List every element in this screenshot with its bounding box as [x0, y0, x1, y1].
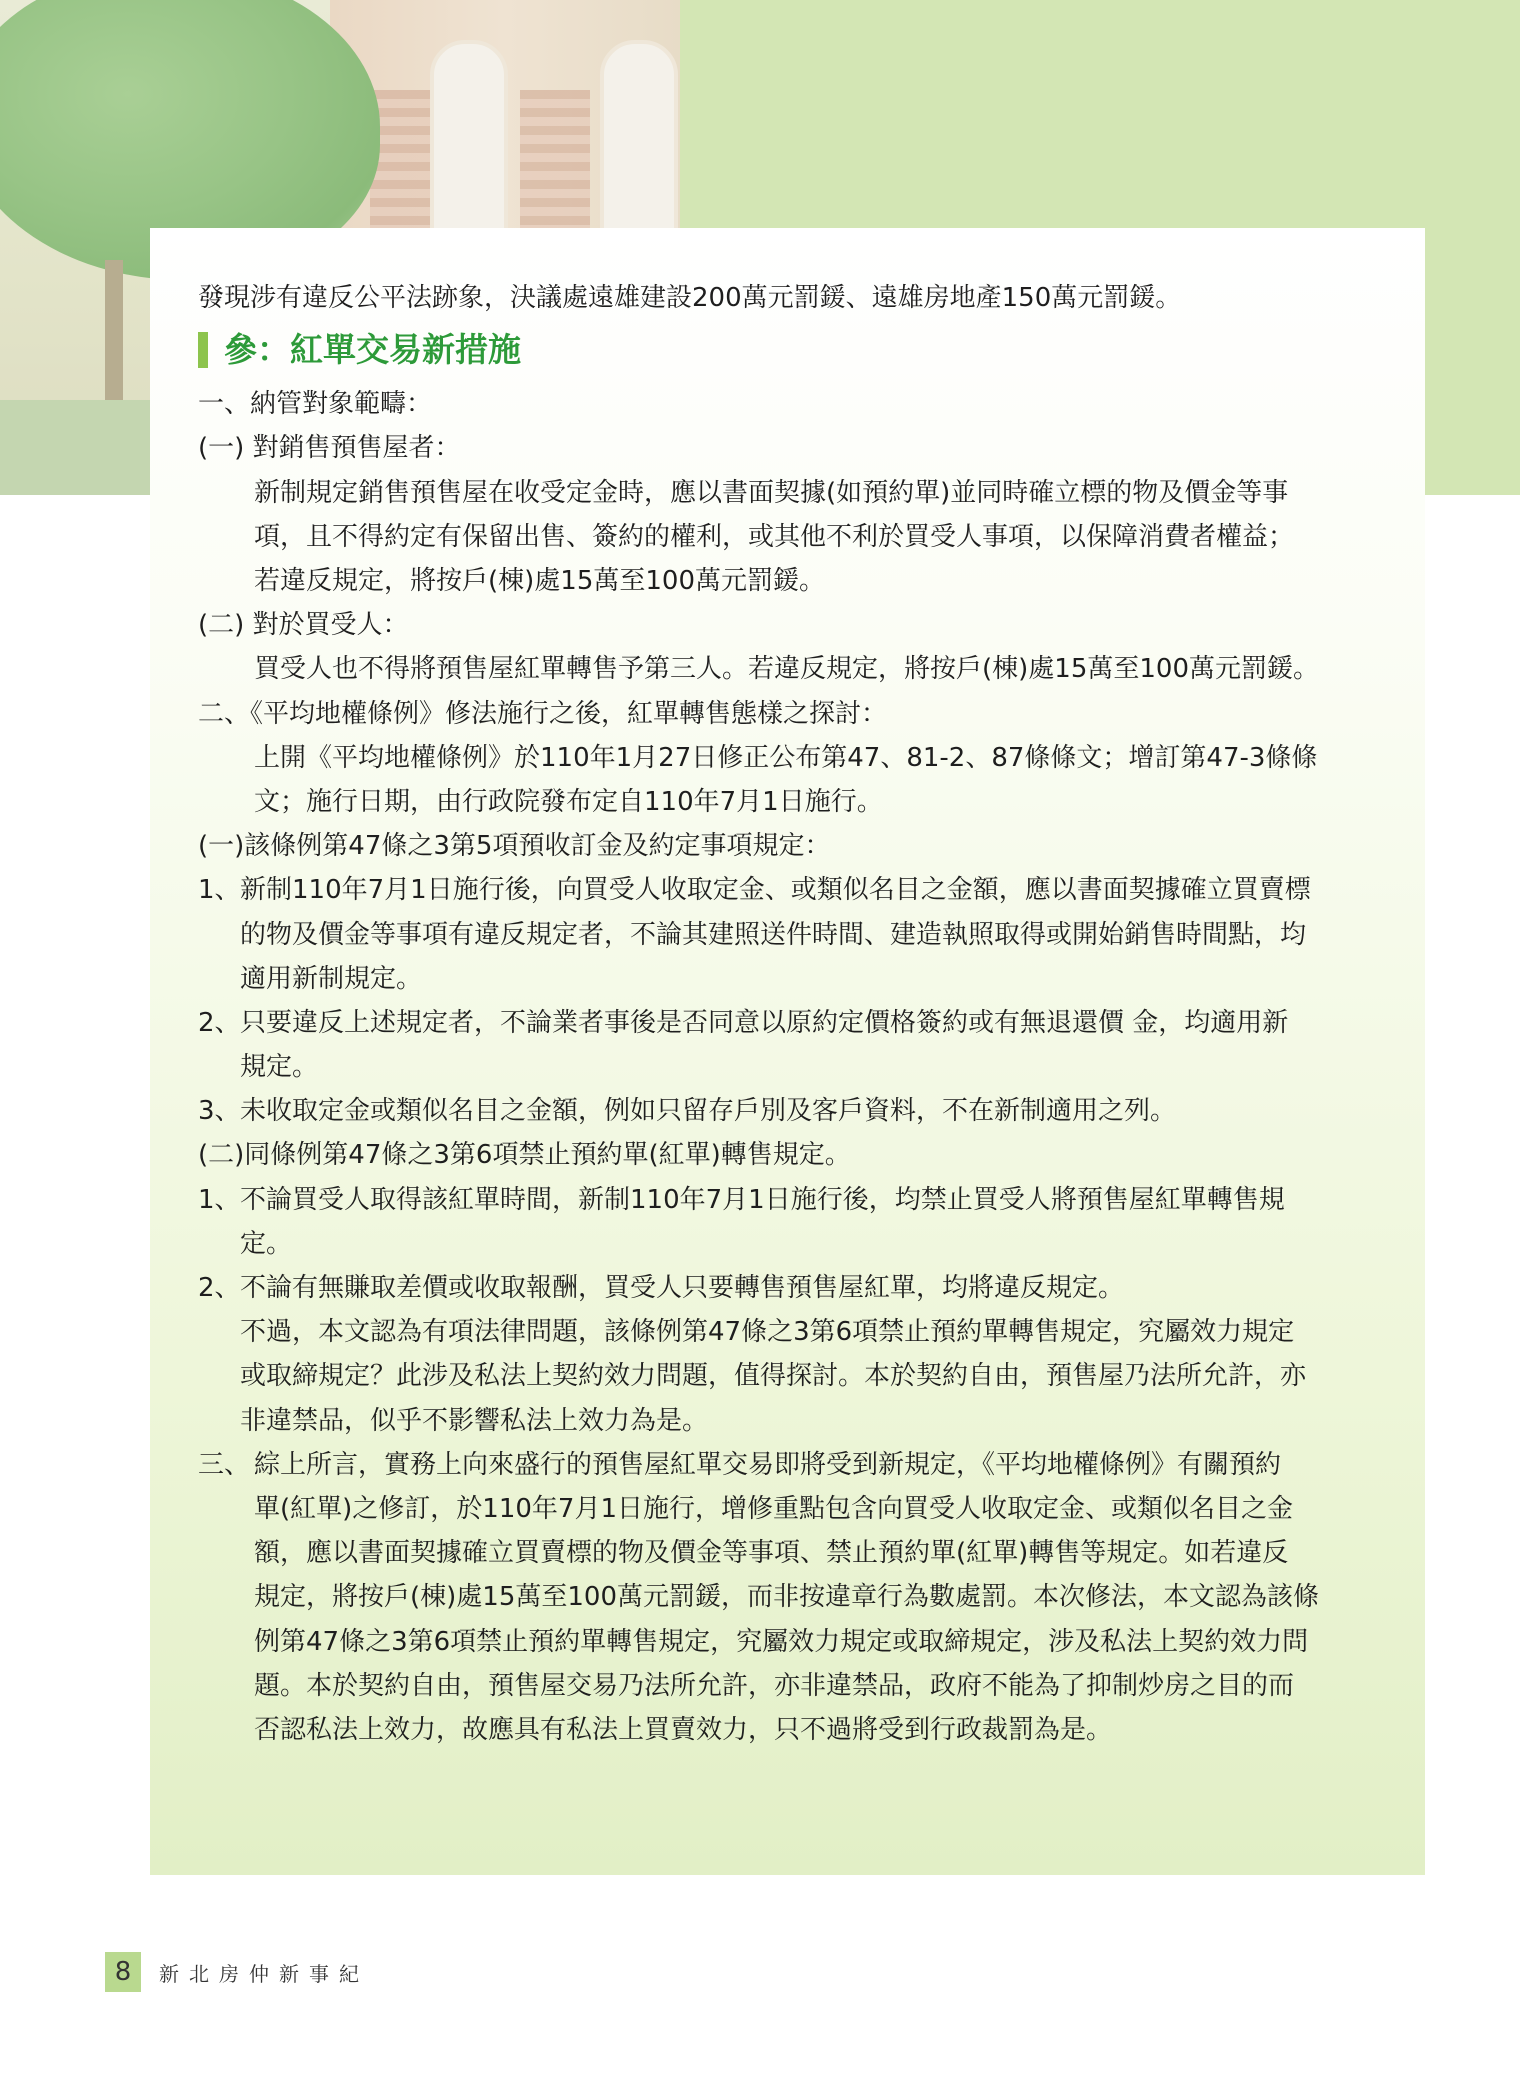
item-body-1b	[198, 647, 1388, 691]
text-line: 題。本於契約自由，預售屋交易乃法所允許，亦非違禁品，政府不能為了抑制炒房之目的而	[254, 1670, 1295, 1701]
text-line: 單(紅單)之修訂，於110年7月1日施行，增修重點包含向買受人收取定金、或類似名目之金	[254, 1493, 1293, 1524]
list-item	[198, 1001, 1388, 1089]
text-line: 的物及價金等事項有違反規定者，不論其建照送件時間、建造執照取得或開始銷售時間點，均	[240, 919, 1307, 950]
page-number: 8	[105, 1952, 141, 1992]
text-line: 否認私法上效力，故應具有私法上買賣效力，只不過將受到行政裁罰為是。	[254, 1714, 1113, 1745]
list-item	[198, 1178, 1388, 1266]
text-line: 不過，本文認為有項法律問題，該條例第47條之3第6項禁止預約單轉售規定，究屬效力規定	[240, 1317, 1295, 1348]
section-title: 參：紅單交易新措施	[224, 330, 521, 370]
text-line: 非違禁品，似乎不影響私法上效力為是。	[240, 1405, 709, 1436]
article-body	[198, 276, 1388, 1752]
text-line: 不論買受人取得該紅單時間，新制110年7月1日施行後，均禁止買受人將預售屋紅單轉售規	[240, 1184, 1285, 1215]
text-line: 綜上所言，實務上向來盛行的預售屋紅單交易即將受到新規定，《平均地權條例》有關預約	[254, 1449, 1282, 1480]
item-heading-2b: (二)同條例第47條之3第6項禁止預約單(紅單)轉售規定。	[198, 1140, 851, 1171]
text-line: 額，應以書面契據確立買賣標的物及價金等事項、禁止預約單(紅單)轉售等規定。如若違反	[254, 1538, 1289, 1569]
text-line: 上開《平均地權條例》於110年1月27日修正公布第47、81-2、87條條文；增訂第47-3條條	[254, 742, 1318, 773]
item-heading-1b: (二) 對於買受人：	[198, 610, 409, 641]
conclusion-paragraph	[198, 1443, 1388, 1752]
item-heading-1a: (一) 對銷售預售屋者：	[198, 433, 461, 464]
list-number: 2、	[198, 1273, 241, 1304]
text-line: 不論有無賺取差價或收取報酬，買受人只要轉售預售屋紅單，均將違反規定。	[240, 1273, 1125, 1304]
arched-window	[430, 40, 508, 238]
hedge	[0, 400, 150, 495]
text-line: 買受人也不得將預售屋紅單轉售予第三人。若違反規定，將按戶(棟)處15萬至100萬元罰鍰。	[254, 654, 1319, 685]
article-panel	[150, 228, 1425, 1875]
comment-paragraph	[198, 1310, 1388, 1443]
text-line: 未收取定金或類似名目之金額，例如只留存戶別及客戶資料，不在新制適用之列。	[240, 1096, 1177, 1127]
list-item	[198, 1266, 1388, 1310]
page-footer	[105, 1952, 369, 1992]
list-item	[198, 868, 1388, 1001]
list-number: 三、	[198, 1449, 251, 1480]
text-line: 文；施行日期，由行政院發布定自110年7月1日施行。	[254, 786, 883, 817]
subsection-intro-2	[198, 736, 1388, 824]
text-line: 新制規定銷售預售屋在收受定金時，應以書面契據(如預約單)並同時確立標的物及價金等事	[254, 477, 1289, 508]
text-line: 規定。	[240, 1052, 319, 1083]
text-line: 項，且不得約定有保留出售、簽約的權利，或其他不利於買受人事項，以保障消費者權益；	[254, 521, 1295, 552]
list-number: 3、	[198, 1096, 241, 1127]
subsection-heading-1: 一、納管對象範疇：	[198, 389, 433, 420]
heading-accent-bar	[198, 332, 208, 368]
text-line: 若違反規定，將按戶(棟)處15萬至100萬元罰鍰。	[254, 566, 825, 597]
text-line: 適用新制規定。	[240, 963, 423, 994]
list-number: 1、	[198, 875, 241, 906]
text-line: 例第47條之3第6項禁止預約單轉售規定，究屬效力規定或取締規定，涉及私法上契約效力問	[254, 1626, 1309, 1657]
arched-window	[600, 40, 678, 238]
publication-title: 新北房仲新事紀	[159, 1961, 369, 1986]
list-number: 1、	[198, 1184, 241, 1215]
section-heading	[198, 322, 1388, 378]
list-item	[198, 1089, 1388, 1133]
text-line: 規定，將按戶(棟)處15萬至100萬元罰鍰，而非按違章行為數處罰。本次修法，本文認為該條	[254, 1582, 1319, 1613]
intro-paragraph: 發現涉有違反公平法跡象，決議處遠雄建設200萬元罰鍰、遠雄房地產150萬元罰鍰。	[198, 283, 1182, 313]
text-line: 定。	[240, 1228, 293, 1259]
item-body-1a	[198, 471, 1388, 604]
item-heading-2a: (一)該條例第47條之3第5項預收訂金及約定事項規定：	[198, 831, 831, 862]
text-line: 或取締規定？此涉及私法上契約效力問題，值得探討。本於契約自由，預售屋乃法所允許，亦	[240, 1361, 1307, 1392]
text-line: 新制110年7月1日施行後，向買受人收取定金、或類似名目之金額，應以書面契據確立買賣標	[240, 875, 1311, 906]
subsection-heading-2: 二、《平均地權條例》修法施行之後，紅單轉售態樣之探討：	[198, 698, 888, 729]
text-line: 只要違反上述規定者，不論業者事後是否同意以原約定價格簽約或有無退還價 金，均適用新	[240, 1007, 1289, 1038]
list-number: 2、	[198, 1007, 241, 1038]
